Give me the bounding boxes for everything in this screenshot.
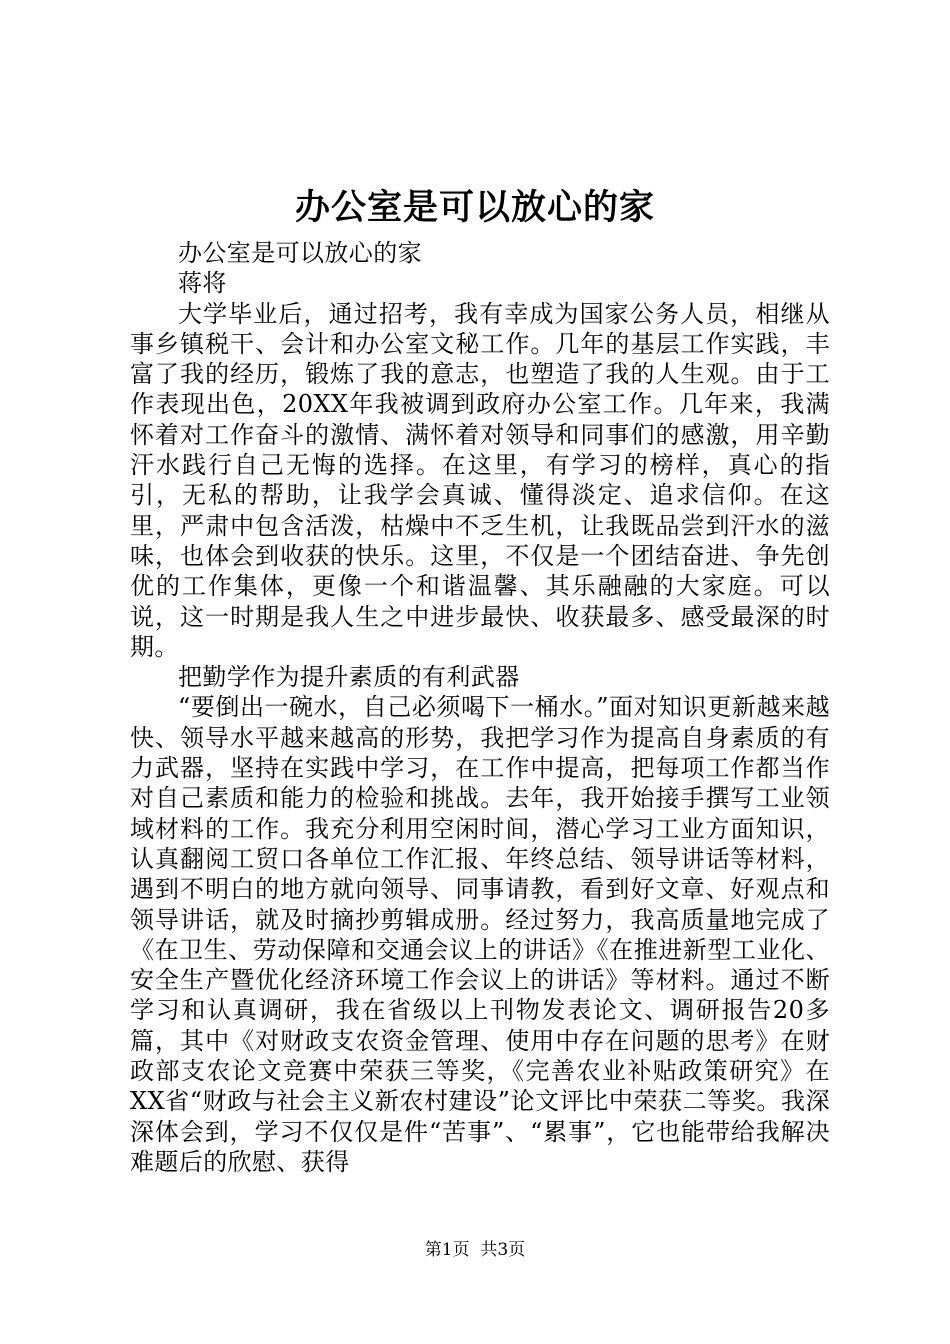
body-heading: 办公室是可以放心的家 <box>178 239 422 267</box>
section-heading: 把勤学作为提升素质的有利武器 <box>178 663 520 692</box>
page-total: 共3页 <box>480 1240 526 1260</box>
document-body <box>130 238 830 1177</box>
page-footer <box>0 1239 950 1261</box>
author-line: 蒋将 <box>178 269 227 298</box>
page-number: 第1页 <box>424 1240 470 1260</box>
paragraph-intro: 大学毕业后，通过招考，我有幸成为国家公务人员，相继从事乡镇税干、会计和办公室文秘工作。几年的基层工作实践，丰富了我的经历，锻炼了我的意志，也塑造了我的人生观。由于工作表现出色，20XX年我被调到政府办公室工作。几年来，我满怀着对工作奋斗的激情、满怀着对领导和同事们的感激，用辛勤汗水践行自己无悔的选择。在这里，有学习的榜样，真心的指引，无私的帮助，让我学会真诚、懂得淡定、追求信仰。在这里，严肃中包含活泼，枯燥中不乏生机，让我既品尝到汗水的滋味，也体会到收获的快乐。这里，不仅是一个团结奋进、争先创优的工作集体，更像一个和谐温馨、其乐融融的大家庭。可以说，这一时期是我人生之中进步最快、收获最多、感受最深的时期。 <box>130 299 830 661</box>
document-title: 办公室是可以放心的家 <box>294 187 655 228</box>
paragraph-study: “要倒出一碗水，自己必须喝下一桶水。”面对知识更新越来越快、领导水平越来越高的形势，我把学习作为提高自身素质的有力武器，坚持在实践中学习，在工作中提高，把每项工作都当作对自己素质和能力的检验和挑战。去年，我开始接手撰写工业领域材料的工作。我充分利用空闲时间，潜心学习工业方面知识，认真翻阅工贸口各单位工作汇报、年终总结、领导讲话等材料，遇到不明白的地方就向领导、同事请教，看到好文章、好观点和领导讲话，就及时摘抄剪辑成册。经过努力，我高质量地完成了《在卫生、劳动保障和交通会议上的讲话》《在推进新型工业化、安全生产暨优化经济环境工作会议上的讲话》等材料。通过不断学习和认真调研，我在省级以上刊物发表论文、调研报告20多篇，其中《对财政支农资金管理、使用中存在问题的思考》在财政部支农论文竞赛中荣获三等奖，《完善农业补贴政策研究》在XX省“财政与社会主义新农村建设”论文评比中荣获二等奖。我深深体会到，学习不仅仅是件“苦事”、“累事”，它也能带给我解决难题后的欣慰、获得 <box>130 693 830 1176</box>
